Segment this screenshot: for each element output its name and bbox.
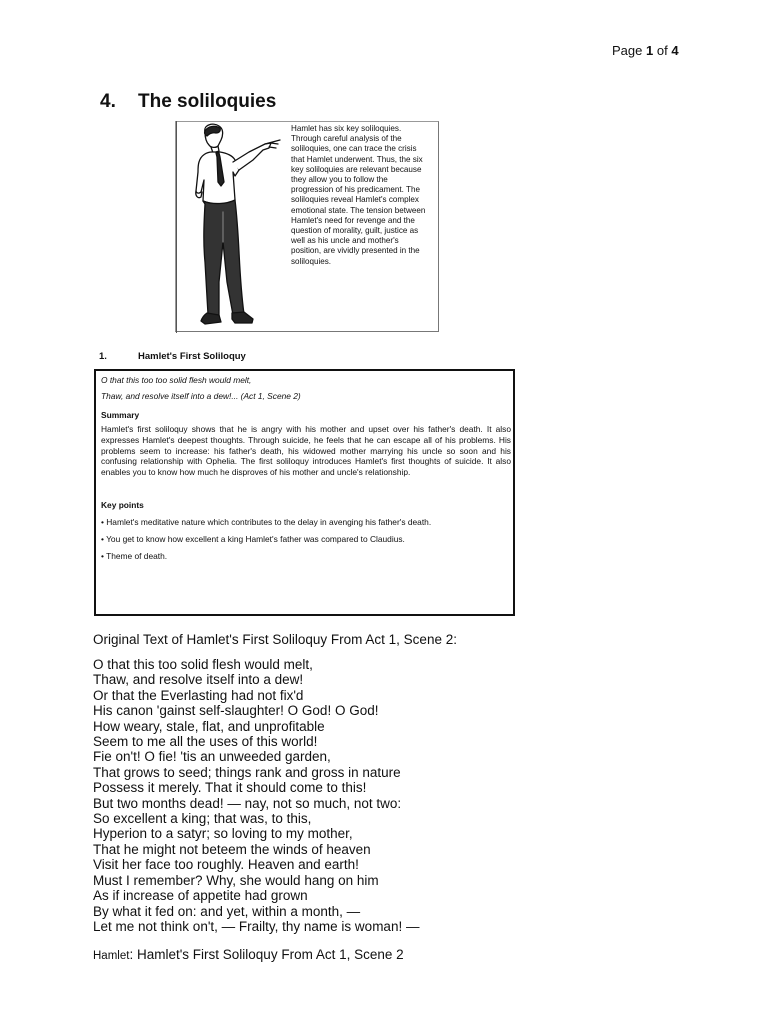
poem-line: Fie on't! O fie! 'tis an unweeded garden, [93,749,331,765]
source-caption [93,947,404,962]
caption-source: Hamlet [93,950,130,962]
poem-line: O that this too solid flesh would melt, [93,657,313,672]
poem-line: Visit her face too roughly. Heaven and earth! [93,857,359,873]
intro-paragraph: Hamlet has six key soliloquies. Through careful analysis of the soliloquies, one can trace the crisis that Hamlet underwent. Thus, the six key soliloquies are relevant because they allow you to follow the progression of his predicament. The soliloquies reveal Hamlet's complex emotional state. The tension between Hamlet's need for revenge and the question of morality, guilt, justice as well as his uncle and mother's position, are vividly presented in the soliloquies. [291,124,426,266]
poem-line: Let me not think on't, — Frailty, thy name is woman! — [93,918,420,934]
poem-line: Thaw, and resolve itself into a dew! [93,672,304,688]
poem-line: That grows to seed; things rank and gross in nature [93,764,401,780]
summary-heading: Summary [101,410,140,420]
poem-line: Must I remember? Why, she would hang on him [93,872,379,888]
keypoint-item: • You get to know how excellent a king Hamlet's father was compared to Claudius. [101,533,405,544]
page-number: Page 1 of 4 [612,43,679,58]
section-number: 4. [100,91,116,112]
poem-line: Or that the Everlasting had not fix'd [93,687,304,703]
quote-line-1: O that this too too solid flesh would melt, [101,375,252,385]
keypoint-item: • Hamlet's meditative nature which contributes to the delay in avenging his father's death. [101,516,432,527]
section-title-text: The soliloquies [138,91,277,112]
caption-separator: : [129,947,134,962]
caption-text: Hamlet's First Soliloquy From Act 1, Scene 2 [133,947,404,962]
keypoint-item: • Theme of death. [101,550,168,561]
summary-paragraph: Hamlet's first soliloquy shows that he is angry with his mother and upset over his father's death. It also expresses Hamlet's deepest thoughts. Through suicide, he feels that he can escape all of his problems. His problems seem to increase: his father's death, his widowed mother marrying his uncle so soon and his confusing relationship with Ophelia. The first soliloquy introduces Hamlet's first thoughts of suicide. It also enables you to know how much he disproves of his mother and uncle's relationship. [101,424,511,478]
soliloquy-text [93,657,419,934]
poem-line: His canon 'gainst self-slaughter! O God! O God! [93,703,379,719]
poem-line: How weary, stale, flat, and unprofitable [93,718,325,734]
poem-line: That he might not beteem the winds of heaven [93,841,371,857]
poem-line: As if increase of appetite had grown [93,888,308,904]
figure-left-rule [176,121,177,333]
poem-line: But two months dead! — nay, not so much, not two: [93,795,402,811]
original-text-heading: Original Text of Hamlet's First Soliloquy From Act 1, Scene 2: [93,632,457,647]
quote-line-2: Thaw, and resolve itself into a dew!... (Act 1, Scene 2) [101,391,301,401]
teacher-illustration [183,122,283,332]
section-title [100,91,276,113]
subsection-title: Hamlet's First Soliloquy [138,351,246,362]
poem-line: Seem to me all the uses of this world! [93,734,318,750]
subsection-number: 1. [99,351,107,362]
poem-line: By what it fed on: and yet, within a month, — [93,903,361,919]
poem-line: So excellent a king; that was, to this, [93,811,312,827]
subsection-heading [99,351,246,362]
poem-line: Hyperion to a satyr; so loving to my mother, [93,826,353,842]
poem-line: Possess it merely. That it should come to this! [93,780,367,796]
keypoints-heading: Key points [101,499,144,510]
summary-box [94,369,515,616]
